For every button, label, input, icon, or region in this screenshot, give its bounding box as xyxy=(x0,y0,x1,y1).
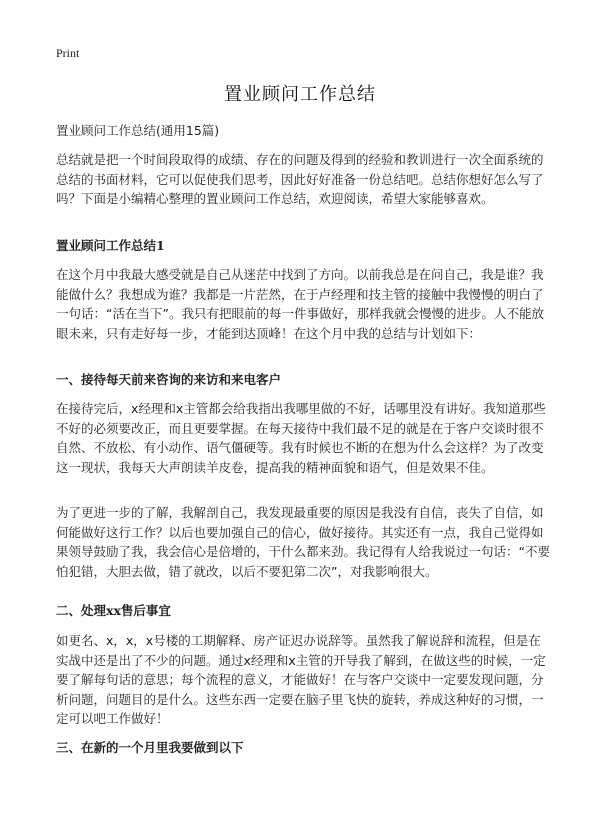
print-link[interactable]: Print xyxy=(56,46,80,60)
heading-1: 一、接待每天前来咨询的来访和来电客户 xyxy=(56,372,282,387)
section-heading: 置业顾问工作总结1 xyxy=(56,238,165,253)
article-subtitle: 置业顾问工作总结(通用15篇) xyxy=(56,123,220,138)
paragraph-2: 在接待完后，x经理和x主管都会给我指出我哪里做的不好，话哪里没有讲好。我知道那些不好的必须要改正，而且更要掌握。在每天接待中我们最不足的就是在于客户交谈时很不自然、不放松、有小动作、语气僵硬等。我有时候也不断的在想为什么会这样？为了改变这一现状，我每天大声朗读羊皮卷，提高我的精神面貌和语气，但是效果不佳。 xyxy=(56,401,546,475)
paragraph-1: 在这个月中我最大感受就是自己从迷茫中找到了方向。以前我总是在问自己，我是谁？我能做什么？我想成为谁？我都是一片茫然，在于卢经理和技主管的接触中我慢慢的明白了一句话：“活在当下”。我只有把眼前的每一件事做好，那样我就会慢慢的进步。人不能放眼未来，只有走好每一步，才能到达顶峰！在这个月中我的总结与计划如下： xyxy=(56,267,544,341)
intro-paragraph: 总结就是把一个时间段取得的成绩、存在的问题及得到的经验和教训进行一次全面系统的总结的书面材料，它可以促使我们思考，因此好好准备一份总结吧。总结你想好怎么写了吗？下面是小编精心整理的置业顾问工作总结，欢迎阅读，希望大家能够喜欢。 xyxy=(56,152,544,206)
heading-2: 二、处理xx售后事宜 xyxy=(56,603,171,618)
paragraph-3: 为了更进一步的了解，我解剖自己，我发现最重要的原因是我没有自信，丧失了自信，如何能做好这行工作？以后也要加强自己的信心，做好接待。其实还有一点，我自己觉得如果领导鼓励了我，我会信心是倍增的，干什么都来劲。我记得有人给我说过一句话：“不要怕犯错，大胆去做，错了就改，以后不要犯第二次”，对我影响很大。 xyxy=(56,505,550,579)
page-title: 置业顾问工作总结 xyxy=(224,84,376,105)
paragraph-4: 如更名、x，x，x号楼的工期解释、房产证迟办说辞等。虽然我了解说辞和流程，但是在实战中还是出了不少的问题。通过x经理和x主管的开导我了解到，在做这些的时候，一定要了解每句话的意思；每个流程的意义，才能做好！在与客户交谈中一定要发现问题，分析问题，问题目的是什么。这些东西一定要在脑子里飞快的旋转，养成这种好的习惯，一定可以吧工作做好！ xyxy=(56,633,546,726)
heading-3: 三、在新的一个月里我要做到以下 xyxy=(56,740,244,755)
